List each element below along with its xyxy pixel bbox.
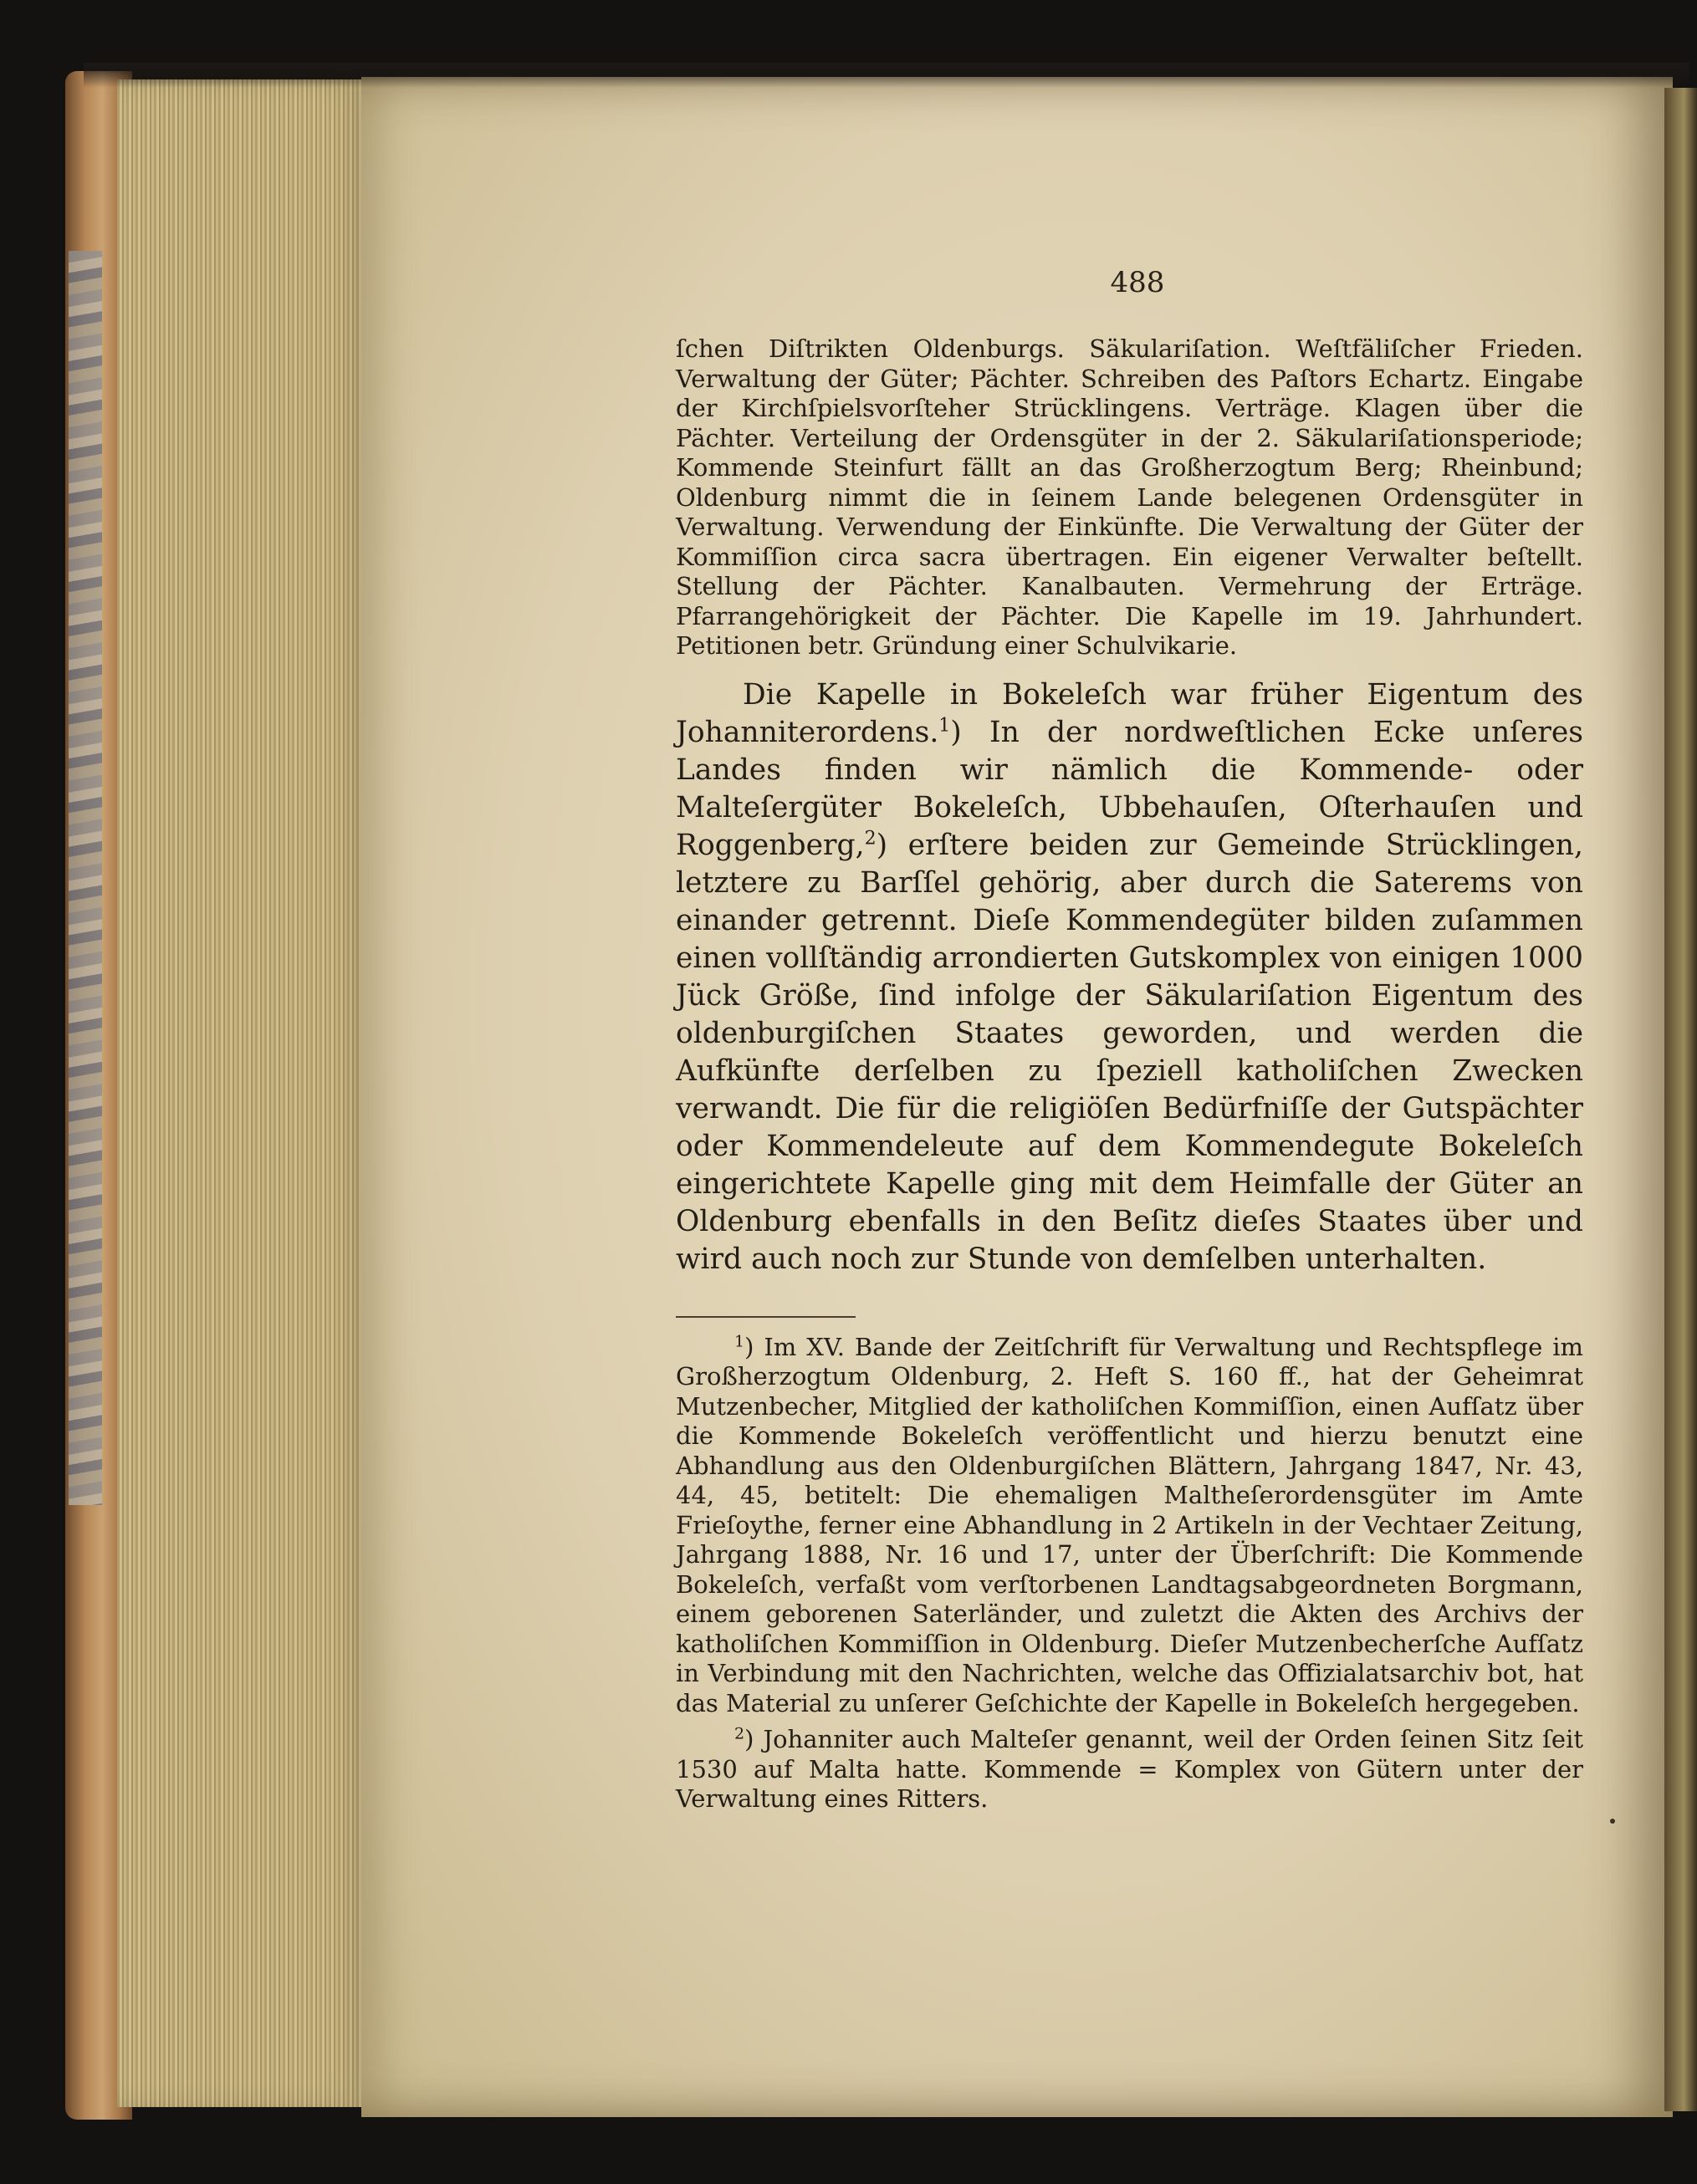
footnote-1 (676, 1333, 1583, 1719)
footnote-mark: 2 (734, 1724, 745, 1743)
marbled-edge (69, 251, 102, 1505)
facing-page-edge (1664, 88, 1697, 2111)
body-text-part-3: ) erſtere beiden zur Gemeinde Strücklingen, letztere zu Barſſel gehörig, aber durch die Saterems von einander getrennt. Dieſe Kommendegüter bilden zuſammen einen vollſtändig arrondierten Gutskomplex von einigen 1000 Jück Größe, ſind infolge der Säkulariſation Eigentum des oldenburgiſchen Staates geworden, und werden die Aufkünfte derſelben zu ſpeziell katholiſchen Zwecken verwandt. Die für die religiöſen Bedürfniſſe der Gutspächter oder Kommendeleute auf dem Kommendegute Bokeleſch eingerichtete Kapelle ging mit dem Heimfalle der Güter an Oldenburg ebenfalls in den Beſitz dieſes Staates über und wird auch noch zur Stunde von demſelben unterhalten. (676, 828, 1583, 1276)
top-shadow (84, 63, 1689, 88)
footnote-divider (676, 1316, 856, 1318)
footnote-reference-1: 1 (938, 715, 951, 736)
footnote-reference-2: 2 (864, 828, 877, 849)
footnote-mark: 1 (734, 1331, 745, 1350)
footnote-text: ) Im XV. Bande der Zeitſchrift für Verwaltung und Rechtspflege im Großherzogtum Oldenburg, 2. Heft S. 160 ff., hat der Geheimrat Mutzenbecher, Mitglied der katholiſchen Kommiſſion, einen Aufſatz über die Kommende Bokeleſch veröffentlicht und hierzu benutzt eine Abhandlung aus den Oldenburgiſchen Blättern, Jahrgang 1847, Nr. 43, 44, 45, betitelt: Die ehemaligen Maltheſerordensgüter im Amte Frieſoythe, ferner eine Abhandlung in 2 Artikeln in der Vechtaer Zeitung, Jahrgang 1888, Nr. 16 und 17, unter der Überſchrift: Die Kommende Bokeleſch, verfaßt vom verſtorbenen Landtagsabgeordneten Borgmann, einem geborenen Saterländer, und zuletzt die Akten des Archivs der katholiſchen Kommiſſion in Oldenburg. Dieſer Mutzenbecherſche Aufſatz in Verbindung mit den Nachrichten, welche das Offizialatsarchiv bot, hat das Material zu unſerer Geſchichte der Kapelle in Bokeleſch hergegeben. (676, 1332, 1583, 1717)
footnote-text: ) Johanniter auch Malteſer genannt, weil der Orden ſeinen Sitz ſeit 1530 auf Malta hatte. Kommende = Komplex von Gütern unter der Verwaltung eines Ritters. (676, 1725, 1583, 1813)
page-stack-edge (117, 79, 368, 2107)
body-text-part-1: Die Kapelle in Bokeleſch war früher Eigentum des Johanniterordens. (676, 677, 1583, 749)
text-block (676, 334, 1583, 1814)
chapter-summary: ſchen Diſtrikten Oldenburgs. Säkulariſation. Weſtfäliſcher Frieden. Verwaltung der Güter; Pächter. Schreiben des Paſtors Echartz. Eingabe der Kirchſpielsvorſteher Strücklingens. Verträge. Klagen über die Pächter. Verteilung der Ordensgüter in der 2. Säkulariſationsperiode; Kommende Steinfurt fällt an das Großherzogtum Berg; Rheinbund; Oldenburg nimmt die in ſeinem Lande belegenen Ordensgüter in Verwaltung. Verwendung der Einkünfte. Die Verwaltung der Güter der Kommiſſion circa sacra übertragen. Ein eigener Verwalter beſtellt. Stellung der Pächter. Kanalbauten. Vermehrung der Erträge. Pfarrangehörigkeit der Pächter. Die Kapelle im 19. Jahrhundert. Petitionen betr. Gründung einer Schulvikarie. (676, 334, 1583, 660)
body-text-part-2: ) In der nordweſtlichen Ecke unſeres Landes finden wir nämlich die Kommende- oder Malteſergüter Bokeleſch, Ubbehauſen, Oſterhauſen und Roggenberg, (676, 715, 1583, 862)
page-number: 488 (1110, 266, 1165, 299)
footnote-2 (676, 1725, 1583, 1814)
body-paragraph (676, 676, 1583, 1278)
ink-speck (1610, 1819, 1615, 1824)
